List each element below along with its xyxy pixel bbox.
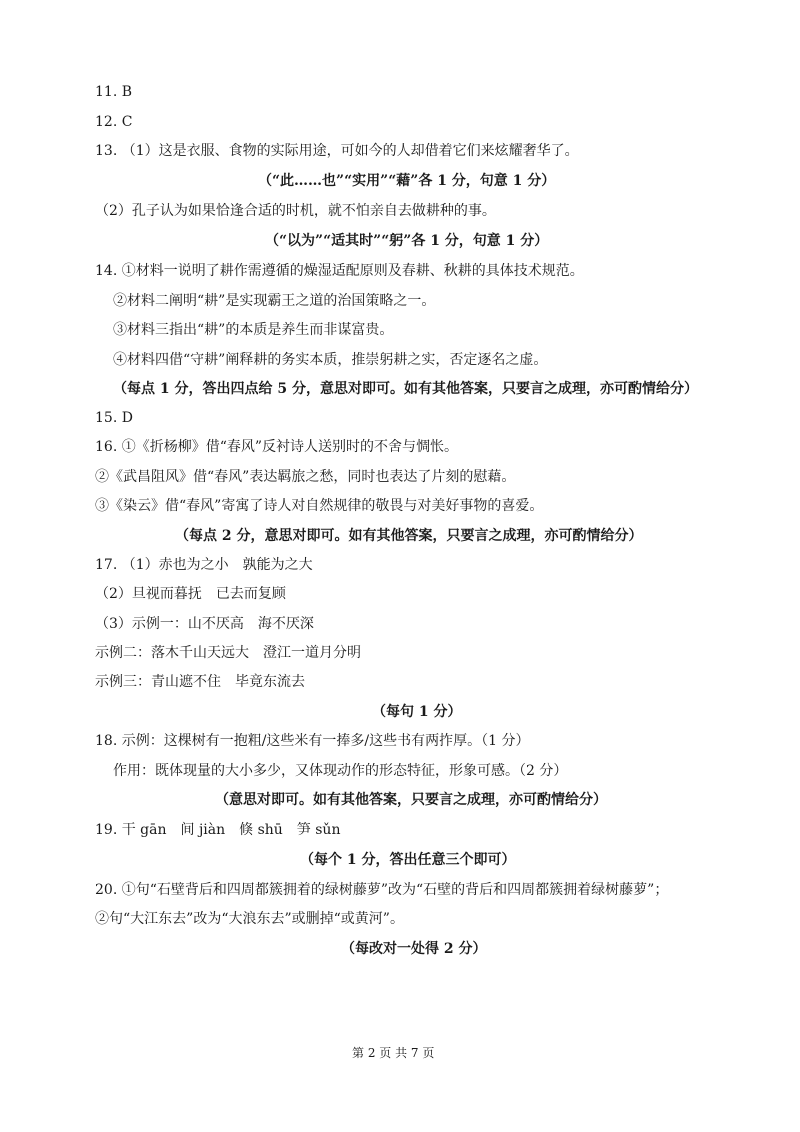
answer-17-part3: （3）示例一：山不厌高 海不厌深 — [95, 616, 314, 632]
answer-14-point4: ④材料四借“守耕”阐释耕的务实本质，推崇躬耕之实，否定逐名之虚。 — [113, 352, 548, 368]
answer-14-point2: ②材料二阐明“耕”是实现霸王之道的治国策略之一。 — [113, 293, 436, 309]
answer-19: 19. 干 gān 间 jiàn 倏 shū 笋 sǔn — [95, 822, 341, 838]
answer-12: 12. C — [95, 114, 133, 130]
answer-18-effect: 作用：既体现量的大小多少，又体现动作的形态特征，形象可感。（2 分） — [113, 763, 568, 779]
answer-15: 15. D — [95, 410, 133, 426]
answer-17-part1: 17. （1）赤也为之小 孰能为之大 — [95, 557, 313, 573]
answer-17-part2: （2）旦视而暮抚 已去而复顾 — [95, 586, 286, 602]
page-number-footer: 第 2 页 共 7 页 — [352, 1046, 435, 1060]
scoring-note-13-2: （“以为”“适其时”“躬”各 1 分，句意 1 分） — [265, 233, 549, 249]
scoring-note-20: （每改对一处得 2 分） — [341, 941, 487, 957]
scoring-note-18: （意思对即可。如有其他答案，只要言之成理，亦可酌情给分） — [215, 792, 607, 808]
answer-13-part1: 13. （1）这是衣服、食物的实际用途，可如今的人却借着它们来炫耀奢华了。 — [95, 143, 579, 159]
answer-14-point3: ③材料三指出“耕”的本质是养生而非谋富贵。 — [113, 322, 394, 338]
scoring-note-14: （每点 1 分，答出四点给 5 分，意思对即可。如有其他答案，只要言之成理，亦可酌情给分） — [113, 381, 698, 397]
answer-17-example3: 示例三：青山遮不住 毕竟东流去 — [95, 674, 305, 690]
answer-16-point3: ③《染云》借“春风”寄寓了诗人对自然规律的敬畏与对美好事物的喜爱。 — [95, 498, 544, 514]
answer-20-sentence1: 20. ①句“石壁背后和四周都簇拥着的绿树藤萝”改为“石壁的背后和四周都簇拥着绿树藤萝”； — [95, 882, 669, 898]
scoring-note-19: （每个 1 分，答出任意三个即可） — [300, 852, 516, 868]
answer-18-example: 18. 示例：这棵树有一抱粗/这些米有一捧多/这些书有两拃厚。（1 分） — [95, 733, 530, 749]
answer-16-point1: 16. ①《折杨柳》借“春风”反衬诗人送别时的不舍与惆怅。 — [95, 439, 459, 455]
answer-11: 11. B — [95, 84, 133, 100]
scoring-note-17: （每句 1 分） — [372, 704, 462, 720]
answer-20-sentence2: ②句“大江东去”改为“大浪东去”或删掉“或黄河”。 — [95, 911, 404, 927]
scoring-note-16: （每点 2 分，意思对即可。如有其他答案，只要言之成理，亦可酌情给分） — [175, 528, 643, 544]
scoring-note-13-1: （“此……也”“实用”“藉”各 1 分，句意 1 分） — [258, 173, 556, 189]
answer-16-point2: ②《武昌阻风》借“春风”表达羁旅之愁，同时也表达了片刻的慰藉。 — [95, 469, 516, 485]
answer-17-example2: 示例二：落木千山天远大 澄江一道月分明 — [95, 645, 361, 661]
answer-14-point1: 14. ①材料一说明了耕作需遵循的燥湿适配原则及春耕、秋耕的具体技术规范。 — [95, 263, 584, 279]
answer-13-part2: （2）孔子认为如果恰逢合适的时机，就不怕亲自去做耕种的事。 — [95, 203, 496, 219]
